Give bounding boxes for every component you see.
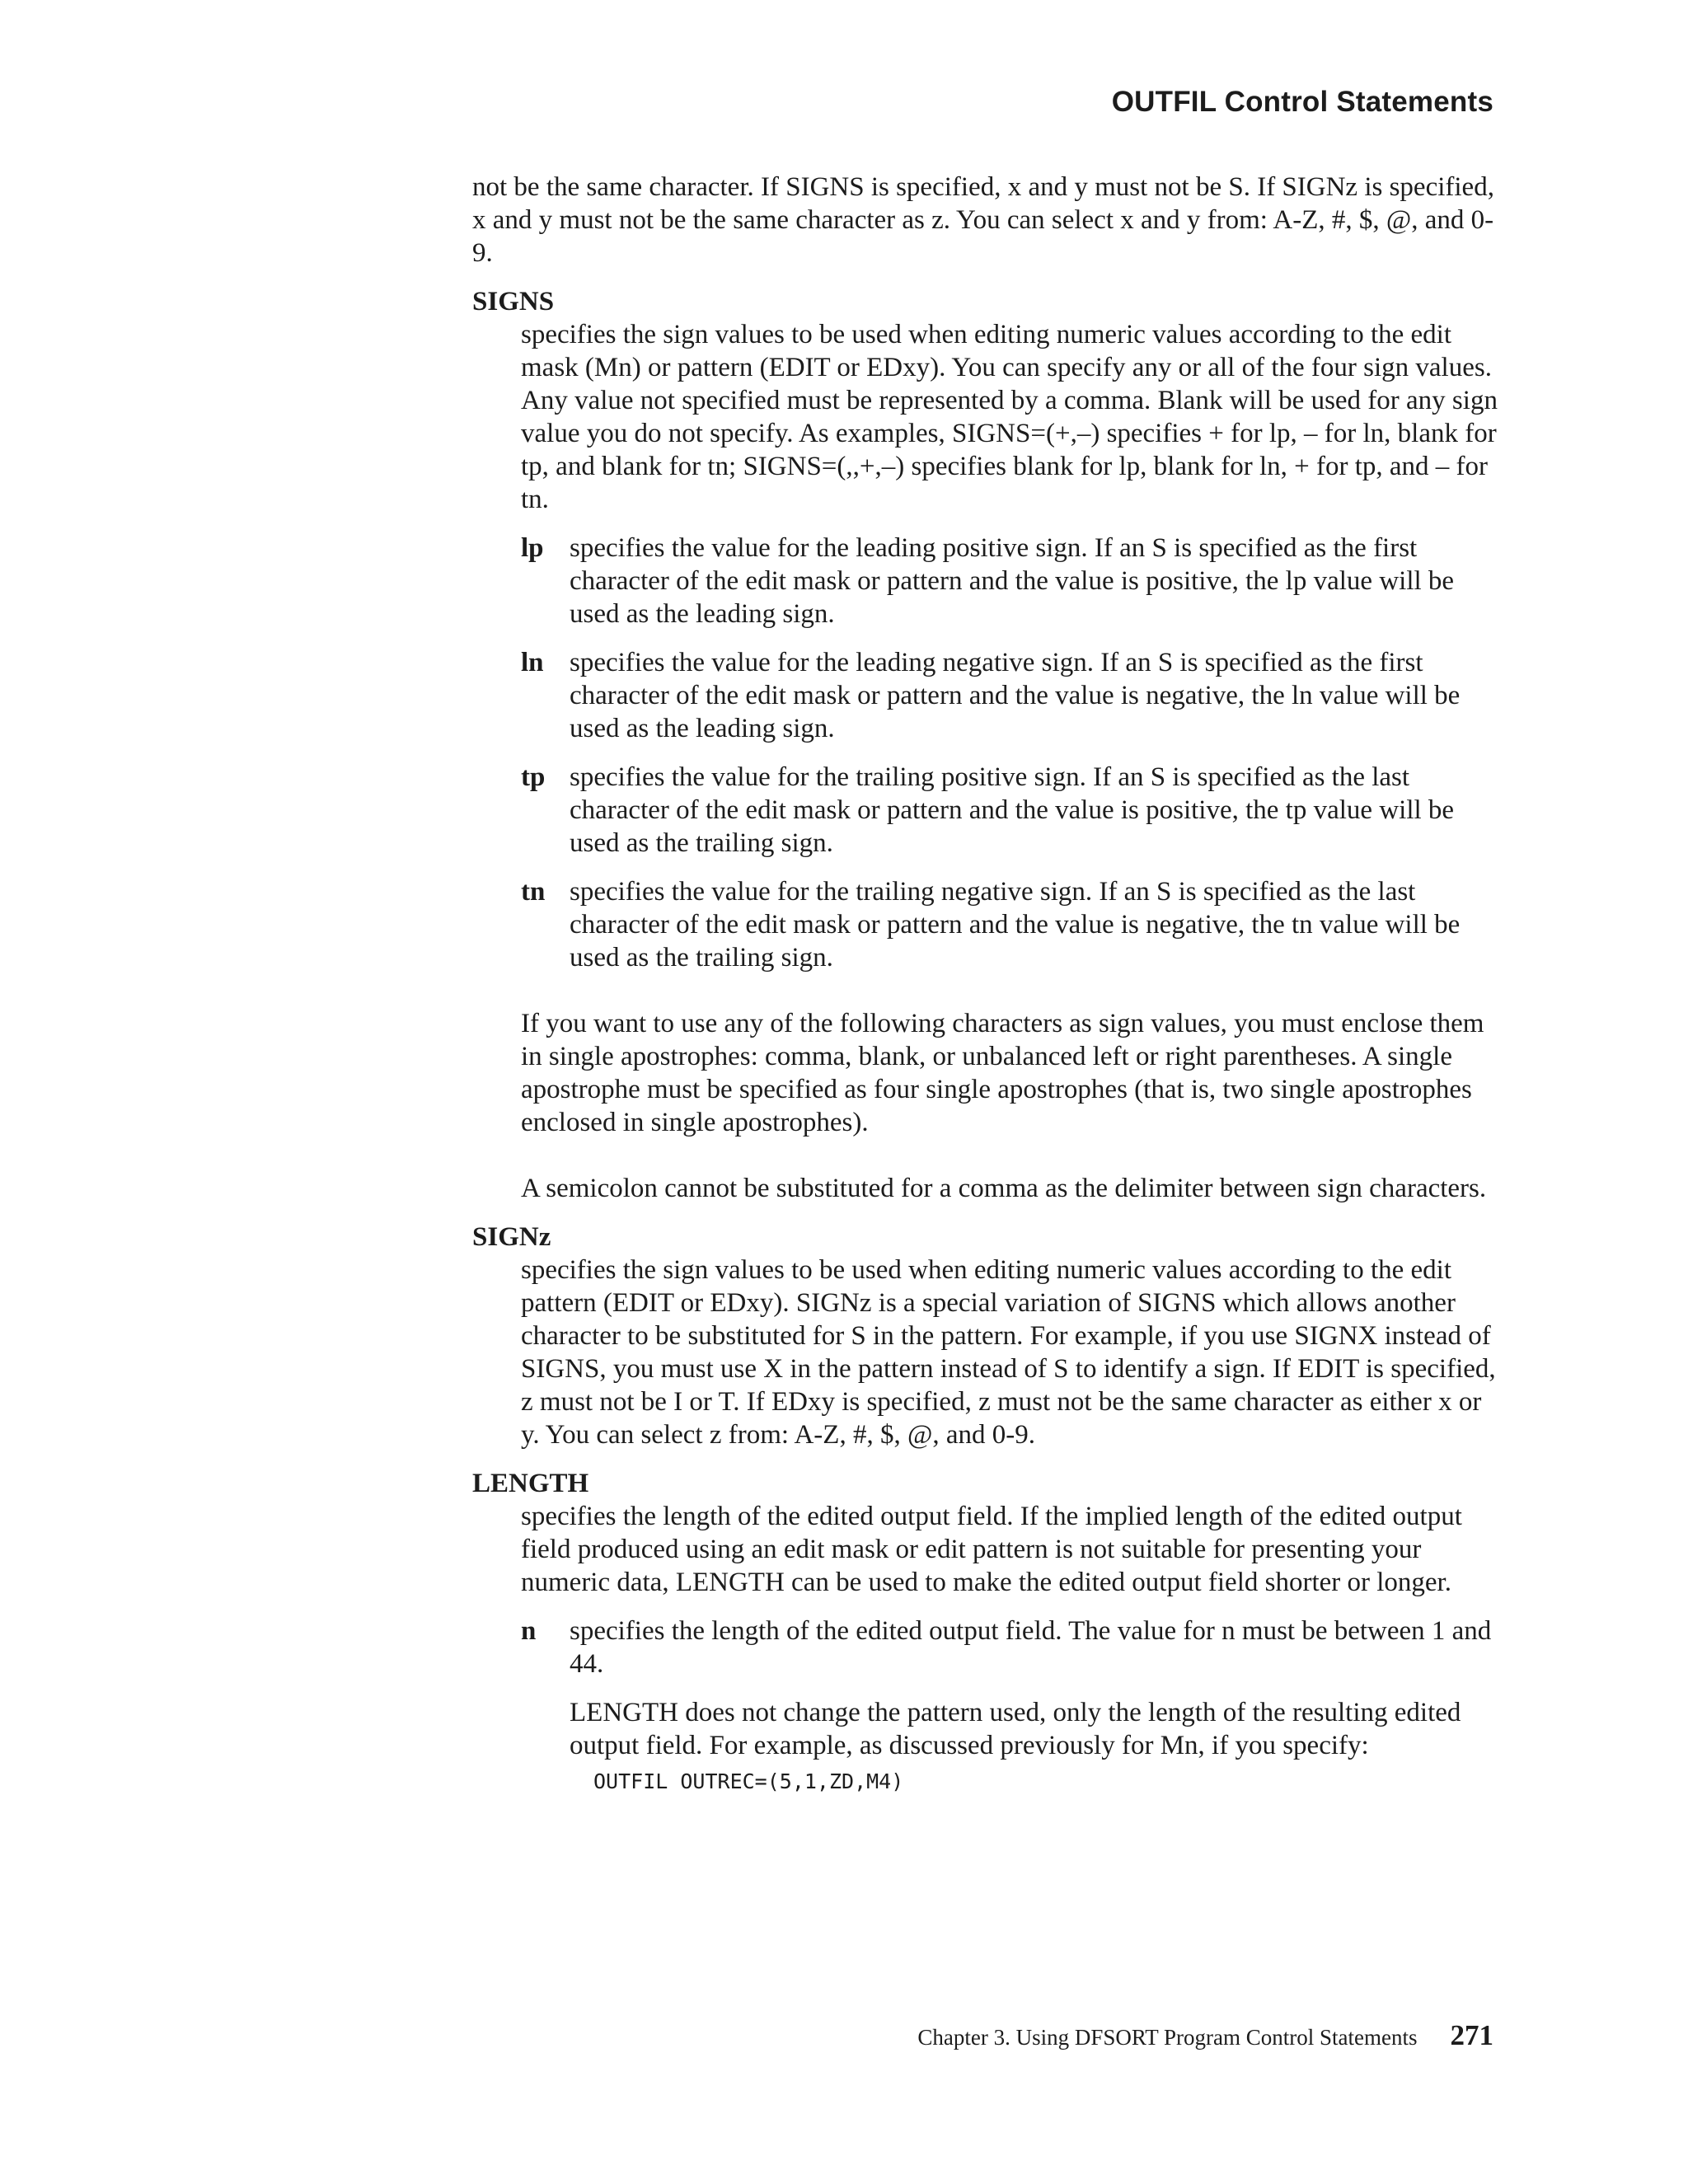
n-description: specifies the length of the edited output field. The value for n must be between 1 and 44. [570,1616,1492,1679]
sub-item-tp [521,761,1498,860]
sub-desc-ln: specifies the value for the leading negative sign. If an S is specified as the first character of the edit mask or pattern and the value is negative, the ln value will be used as the leading sign. [570,648,1461,743]
signs-sublist [521,532,1498,974]
sub-item-lp [521,532,1498,630]
sub-term-tp: tp [521,762,546,792]
sub-term-ln: ln [521,648,544,677]
sub-item-ln [521,646,1498,745]
length-description: specifies the length of the edited output field. If the implied length of the edited output field produced using an edit mask or edit pattern is not suitable for presenting your numeric data, LENGTH can be used to make the edited output field shorter or longer. [521,1502,1462,1597]
signz-description: specifies the sign values to be used when editing numeric values according to the edit pattern (EDIT or EDxy). SIGNz is a special variation of SIGNS which allows another character to be substituted for S in the pattern. For example, if you use SIGNX instead of SIGNS, you must use X in the pattern instead of S to identify a sign. If EDIT is specified, z must not be I or T. If EDxy is specified, z must not be the same character as either x or y. You can select z from: A-Z, #, $, @, and 0-9. [521,1255,1496,1450]
sub-term-lp: lp [521,533,544,563]
sub-term-tn: tn [521,877,546,907]
intro-paragraph: not be the same character. If SIGNS is specified, x and y must not be S. If SIGNz is specified, x and y must not be the same character as z. You can select x and y from: A-Z, #, $, @, and 0-9. [472,172,1494,268]
page-header-title: OUTFIL Control Statements [1111,86,1493,118]
page-number: 271 [1450,2019,1493,2051]
sub-item-tn [521,875,1498,974]
signs-description: specifies the sign values to be used when editing numeric values according to the edit mask (Mn) or pattern (EDIT or EDxy). You can specify any or all of the four sign values. Any value not specified must be represented by a comma. Blank will be used for any sign value you do not specify. As examples, SIGNS=(+,–) specifies + for lp, – for ln, blank for tp, and blank for tn; SIGNS=(,,+,–) specifies blank for lp, blank for ln, + for tp, and – for tn. [521,320,1498,514]
sub-desc-tp: specifies the value for the trailing positive sign. If an S is specified as the last character of the edit mask or pattern and the value is positive, the tp value will be used as the trailing sign. [570,762,1455,858]
page-footer [917,2019,1493,2052]
sub-desc-n [570,1615,1498,1798]
code-example: OUTFIL OUTREC=(5,1,ZD,M4) [593,1769,904,1793]
sub-term-n: n [521,1616,537,1646]
sub-item-n [521,1615,1498,1798]
footer-chapter-title: Chapter 3. Using DFSORT Program Control Statements [917,2025,1418,2050]
sub-desc-lp: specifies the value for the leading positive sign. If an S is specified as the first character of the edit mask or pattern and the value is positive, the lp value will be used as the leading sign. [570,533,1455,629]
n-note: LENGTH does not change the pattern used, only the length of the resulting edited output field. For example, as discussed previously for Mn, if you specify: [570,1698,1461,1760]
length-sublist [521,1615,1498,1798]
term-signz: SIGNz [472,1222,551,1252]
term-signs: SIGNS [472,287,555,316]
signs-note-semicolon: A semicolon cannot be substituted for a comma as the delimiter between sign characters. [521,1174,1487,1203]
page-content [472,171,1498,1814]
sub-desc-tn: specifies the value for the trailing negative sign. If an S is specified as the last character of the edit mask or pattern and the value is negative, the tn value will be used as the trailing sign. [570,877,1461,972]
signs-note-apostrophes: If you want to use any of the following characters as sign values, you must enclose them in single apostrophes: comma, blank, or unbalanced left or right parentheses. A single apostrophe must be specified as four single apostrophes (that is, two single apostrophes enclosed in single apostrophes). [521,1009,1484,1137]
term-length: LENGTH [472,1469,589,1498]
